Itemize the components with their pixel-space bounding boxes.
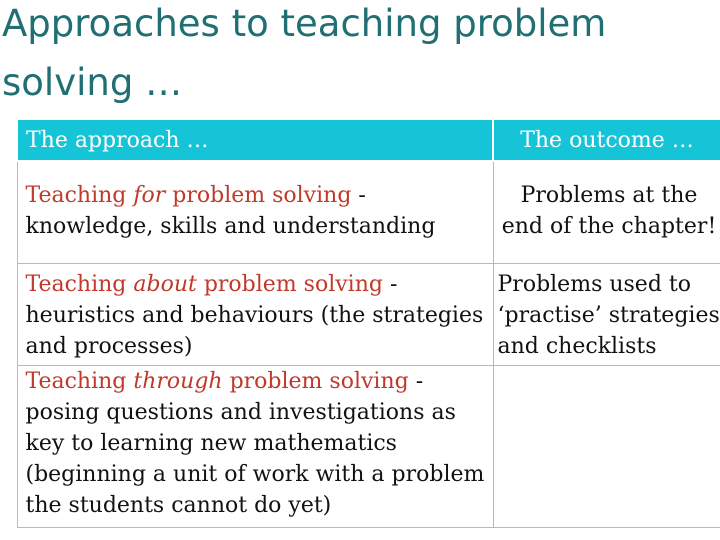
approach-suffix: problem solving <box>222 368 409 394</box>
approach-detail: heuristics and behaviours (the strategies and processes) <box>25 302 484 359</box>
approaches-table <box>16 118 720 528</box>
header-approach: The approach … <box>17 119 493 161</box>
table-row <box>17 161 720 263</box>
table-row <box>17 365 720 528</box>
approach-cell <box>17 161 493 263</box>
approaches-table-container <box>16 118 720 528</box>
approach-suffix: problem solving <box>165 183 352 208</box>
table-header-row <box>17 119 720 161</box>
approach-prefix: Teaching <box>25 271 134 297</box>
approach-cell <box>17 365 493 528</box>
approach-prefix: Teaching <box>25 368 134 394</box>
approach-dash: - <box>408 368 424 394</box>
outcome-cell <box>493 365 720 528</box>
approach-dash: - <box>382 271 398 297</box>
approach-keyword: about <box>133 271 197 297</box>
approach-keyword: for <box>133 183 166 208</box>
approach-dash: - <box>351 183 366 208</box>
header-outcome: The outcome … <box>493 119 720 161</box>
approach-suffix: problem solving <box>196 271 383 297</box>
approach-keyword: through <box>133 368 223 394</box>
outcome-cell: Problems used to ‘practise’ strategies and checklists <box>493 263 720 365</box>
slide-title: Approaches to teaching problem solving … <box>2 2 607 104</box>
approach-detail: posing questions and investigations as key to learning new mathematics (beginning a unit of work with a problem the students cannot do yet) <box>25 399 485 518</box>
approach-detail: knowledge, skills and understanding <box>25 214 436 239</box>
outcome-cell: Problems at the end of the chapter! <box>493 161 720 263</box>
approach-cell <box>17 263 493 365</box>
approach-prefix: Teaching <box>25 183 134 208</box>
table-row <box>17 263 720 365</box>
